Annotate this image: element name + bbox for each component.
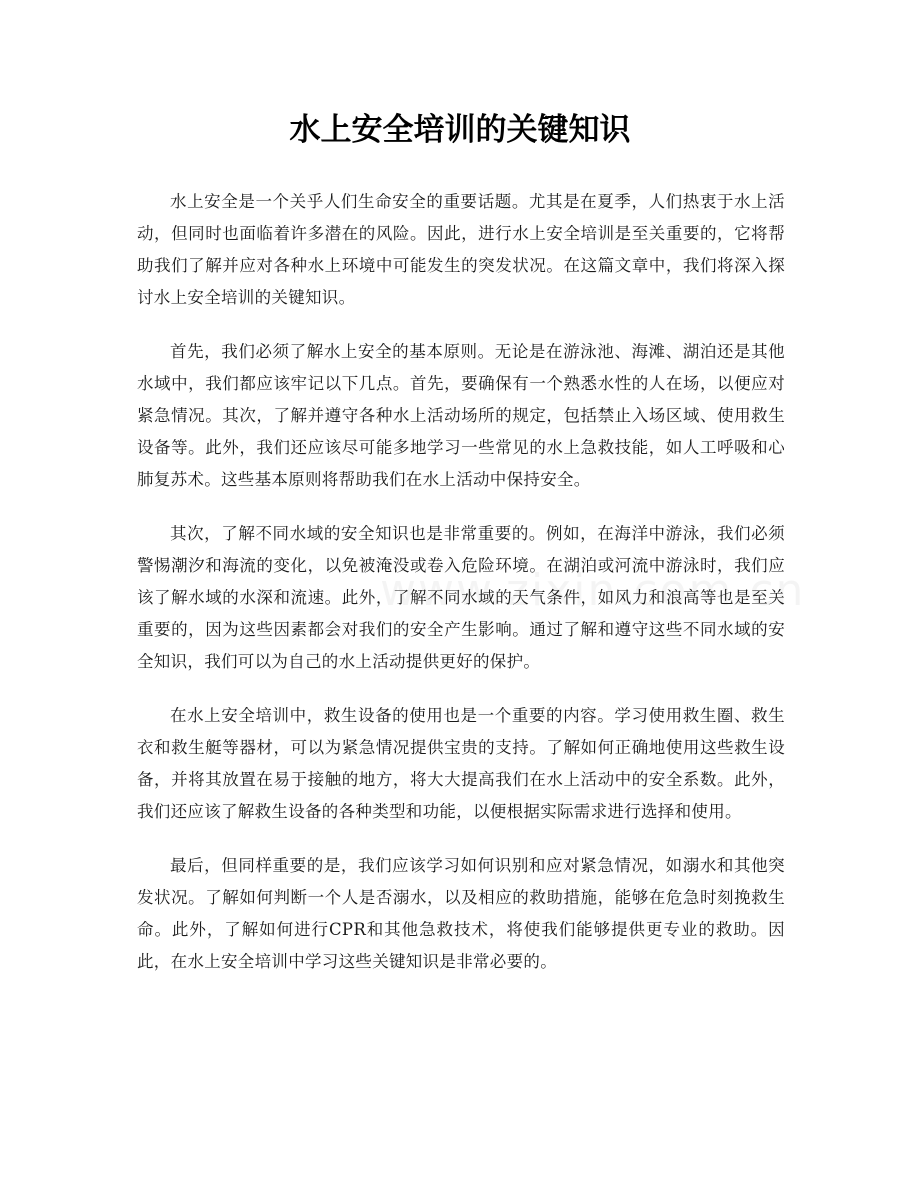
paragraph-intro: 水上安全是一个关乎人们生命安全的重要话题。尤其是在夏季，人们热衷于水上活动，但同时也面临着许多潜在的风险。因此，进行水上安全培训是至关重要的，它将帮助我们了解并应对各种水上环境中可能发生的突发状况。在这篇文章中，我们将深入探讨水上安全培训的关键知识。 (137, 192, 785, 307)
paragraph-basic-principles: 首先，我们必须了解水上安全的基本原则。无论是在游泳池、海滩、湖泊还是其他水域中，我们都应该牢记以下几点。首先，要确保有一个熟悉水性的人在场，以便应对紧急情况。其次，了解并遵守各种水上活动场所的规定，包括禁止入场区域、使用救生设备等。此外，我们还应该尽可能多地学习一些常见的水上急救技能，如人工呼吸和心肺复苏术。这些基本原则将帮助我们在水上活动中保持安全。 (137, 342, 785, 489)
article-body (137, 186, 785, 1000)
page-title: 水上安全培训的关键知识 (289, 112, 631, 148)
paragraph-rescue-equipment: 在水上安全培训中，救生设备的使用也是一个重要的内容。学习使用救生圈、救生衣和救生艇等器材，可以为紧急情况提供宝贵的支持。了解如何正确地使用这些救生设备，并将其放置在易于接触的地方，将大大提高我们在水上活动中的安全系数。此外，我们还应该了解救生设备的各种类型和功能，以便根据实际需求进行选择和使用。 (137, 706, 785, 821)
paragraph-water-areas: 其次，了解不同水域的安全知识也是非常重要的。例如，在海洋中游泳，我们必须警惕潮汐和海流的变化，以免被淹没或卷入危险环境。在湖泊或河流中游泳时，我们应该了解水域的水深和流速。此外，了解不同水域的天气条件，如风力和浪高等也是至关重要的，因为这些因素都会对我们的安全产生影响。通过了解和遵守这些不同水域的安全知识，我们可以为自己的水上活动提供更好的保护。 (137, 524, 785, 671)
paragraph-emergency: 最后，但同样重要的是，我们应该学习如何识别和应对紧急情况，如溺水和其他突发状况。了解如何判断一个人是否溺水，以及相应的救助措施，能够在危急时刻挽救生命。此外，了解如何进行CPR和其他急救技术，将使我们能够提供更专业的救助。因此，在水上安全培训中学习这些关键知识是非常必要的。 (137, 856, 785, 971)
